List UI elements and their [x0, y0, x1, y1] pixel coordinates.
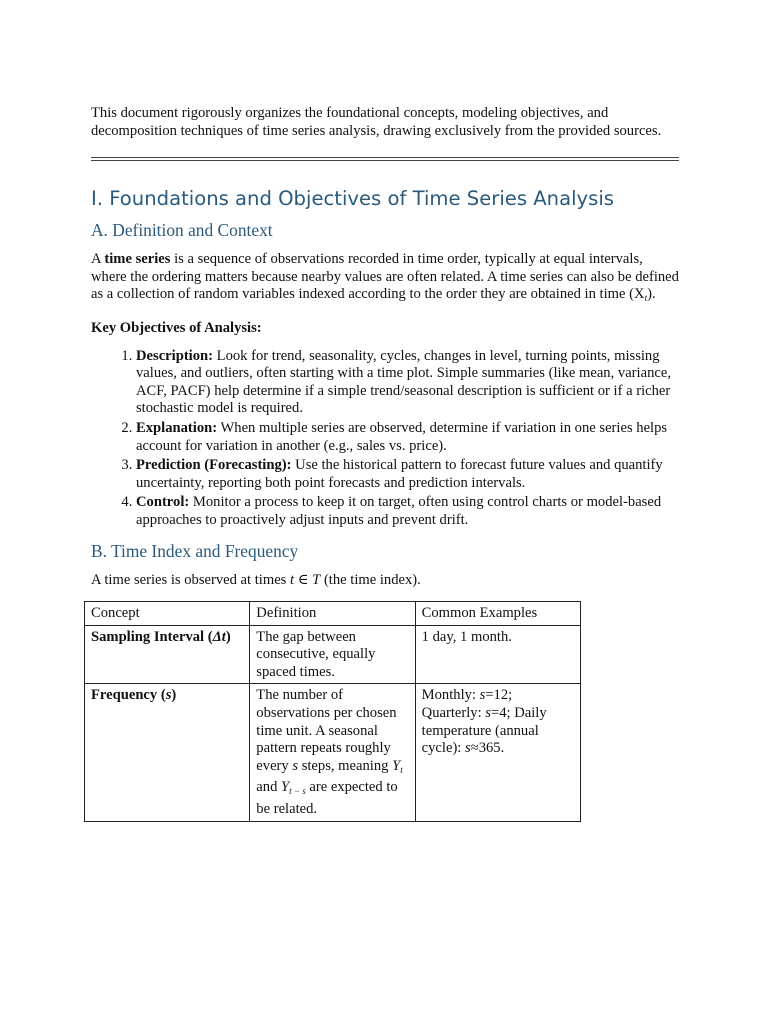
document-page: [91, 105, 681, 822]
table-cell-concept: Sampling Interval (Δt): [85, 625, 250, 684]
term-time-series: time series: [104, 251, 171, 268]
definition-paragraph: A time series is a sequence of observations recorded in time order, typically at equal intervals, where the ordering matters because nearby values are often related. A time series can also be defined as a collection of random variables indexed according to the order they are obtained in time $(X_t)$.: [91, 251, 679, 304]
horizontal-divider: [91, 157, 679, 161]
table-row: [85, 625, 581, 684]
table-cell-examples: 1 day, 1 month.: [415, 625, 580, 684]
subsection-title-b: B. Time Index and Frequency: [91, 540, 299, 561]
subsection-title-a: A. Definition and Context: [91, 220, 273, 241]
list-item: 3. Prediction (Forecasting): Use the historical pattern to forecast future values and quantify uncertainty, reporting both point forecasts and prediction intervals.: [136, 457, 681, 492]
list-item: 2. Explanation: When multiple series are observed, determine if variation in one series helps account for variation in another (e.g., sales vs. price).: [136, 420, 681, 455]
intro-paragraph: This document rigorously organizes the foundational concepts, modeling objectives, and decomposition techniques of time series analysis, drawing exclusively from the provided sources.: [91, 105, 662, 139]
list-item: 1. Description: Look for trend, seasonality, cycles, changes in level, turning points, missing values, and outliers, often starting with a time plot. Simple summaries (like mean, variance, ACF, PACF) help determine if a simple trend/seasonal description is sufficient or if a richer stochastic model is required.: [136, 348, 681, 418]
objectives-heading: Key Objectives of Analysis:: [91, 319, 262, 336]
table-row: [85, 684, 581, 821]
list-item: 4. Control: Monitor a process to keep it on target, often using control charts or model-based approaches to proactively adjust inputs and prevent drift.: [136, 494, 681, 529]
table-cell-concept: Frequency (s): [85, 684, 250, 821]
section-title: I. Foundations and Objectives of Time Series Analysis: [91, 187, 614, 211]
symbol-x-t: $X_t$: [634, 286, 648, 304]
table-cell-definition: The number of observations per chosen time unit. A seasonal pattern repeats roughly every s steps, meaning $Y_t$ and $Y_{t - s}$ are expected to be related.: [250, 684, 415, 821]
table-header-cell: Common Examples: [415, 602, 580, 626]
frequency-table: [84, 601, 581, 822]
table-header-row: [85, 602, 581, 626]
time-index-paragraph: A time series is observed at times t ∈ T (the time index).: [91, 571, 421, 588]
table-header-cell: Concept: [85, 602, 250, 626]
table-cell-definition: The gap between consecutive, equally spaced times.: [250, 625, 415, 684]
table-header-cell: Definition: [250, 602, 415, 626]
objectives-list: [91, 348, 681, 530]
table-cell-examples: Monthly: s=12; Quarterly: s=4; Daily temperature (annual cycle): s≈365.: [415, 684, 580, 821]
